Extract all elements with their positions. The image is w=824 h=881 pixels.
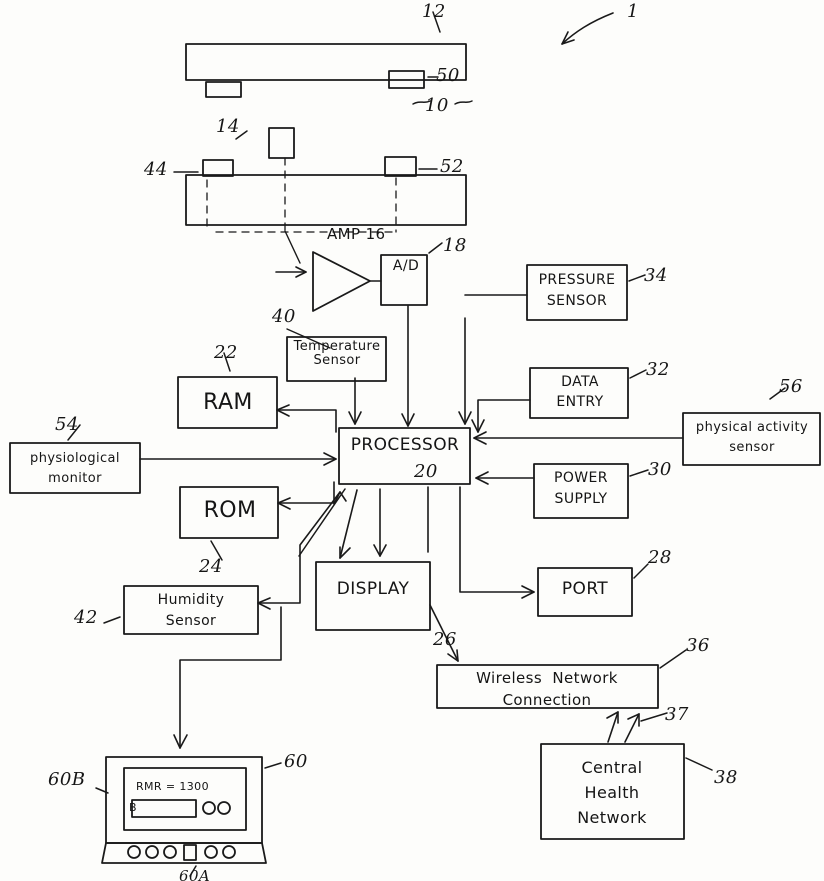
ref-52: 52 (440, 156, 464, 177)
ram-label: RAM (203, 390, 253, 415)
ref-54: 54 (55, 414, 79, 435)
wireless-network-connection-label: Wireless Network Connection (476, 669, 618, 709)
ref-38: 38 (714, 767, 738, 788)
ref-60: 60 (284, 751, 308, 772)
amp-label: AMP 16 (327, 225, 386, 243)
ref-56: 56 (779, 376, 803, 397)
ref-26: 26 (433, 629, 457, 650)
ref-20: 20 (414, 461, 438, 482)
ref-36: 36 (686, 635, 710, 656)
ref-14: 14 (216, 116, 240, 137)
figure-ref-1: 1 (627, 1, 639, 22)
ref-42: 42 (74, 607, 98, 628)
humidity-sensor-label: Humidity Sensor (157, 592, 225, 629)
pressure-sensor-label: PRESSURE SENSOR (538, 272, 616, 309)
ref-12: 12 (422, 1, 446, 22)
device-lcd-readout: RMR = 1300 (136, 780, 209, 793)
port-label: PORT (561, 579, 609, 599)
data-entry-label: DATA ENTRY (556, 374, 604, 411)
ref-24: 24 (199, 556, 223, 577)
ref-22: 22 (214, 342, 238, 363)
ref-60a: 60A (179, 867, 211, 881)
temperature-sensor-label: Temperature Sensor (293, 339, 381, 369)
ref-60b: 60B (48, 769, 86, 790)
ref-37: 37 (665, 704, 689, 725)
physical-activity-sensor-label: physical activity sensor (695, 420, 809, 455)
ref-32: 32 (646, 359, 670, 380)
display-label: DISPLAY (336, 579, 410, 599)
ref-44: 44 (144, 159, 168, 180)
ref-34: 34 (644, 265, 668, 286)
ref-10: 10 (425, 95, 449, 116)
processor-label: PROCESSOR (350, 435, 460, 455)
ref-40: 40 (272, 306, 296, 327)
rom-label: ROM (203, 498, 257, 523)
device-lcd-sub-label: B (129, 801, 137, 814)
ref-50: 50 (436, 65, 460, 86)
ref-30: 30 (648, 459, 672, 480)
adc-label: A/D (392, 258, 420, 274)
central-health-network-label: Central Health Network (577, 758, 647, 827)
ref-28: 28 (648, 547, 672, 568)
physiological-monitor-label: physiological monitor (30, 451, 120, 486)
power-supply-label: POWER SUPPLY (554, 470, 608, 507)
ref-18: 18 (443, 235, 467, 256)
